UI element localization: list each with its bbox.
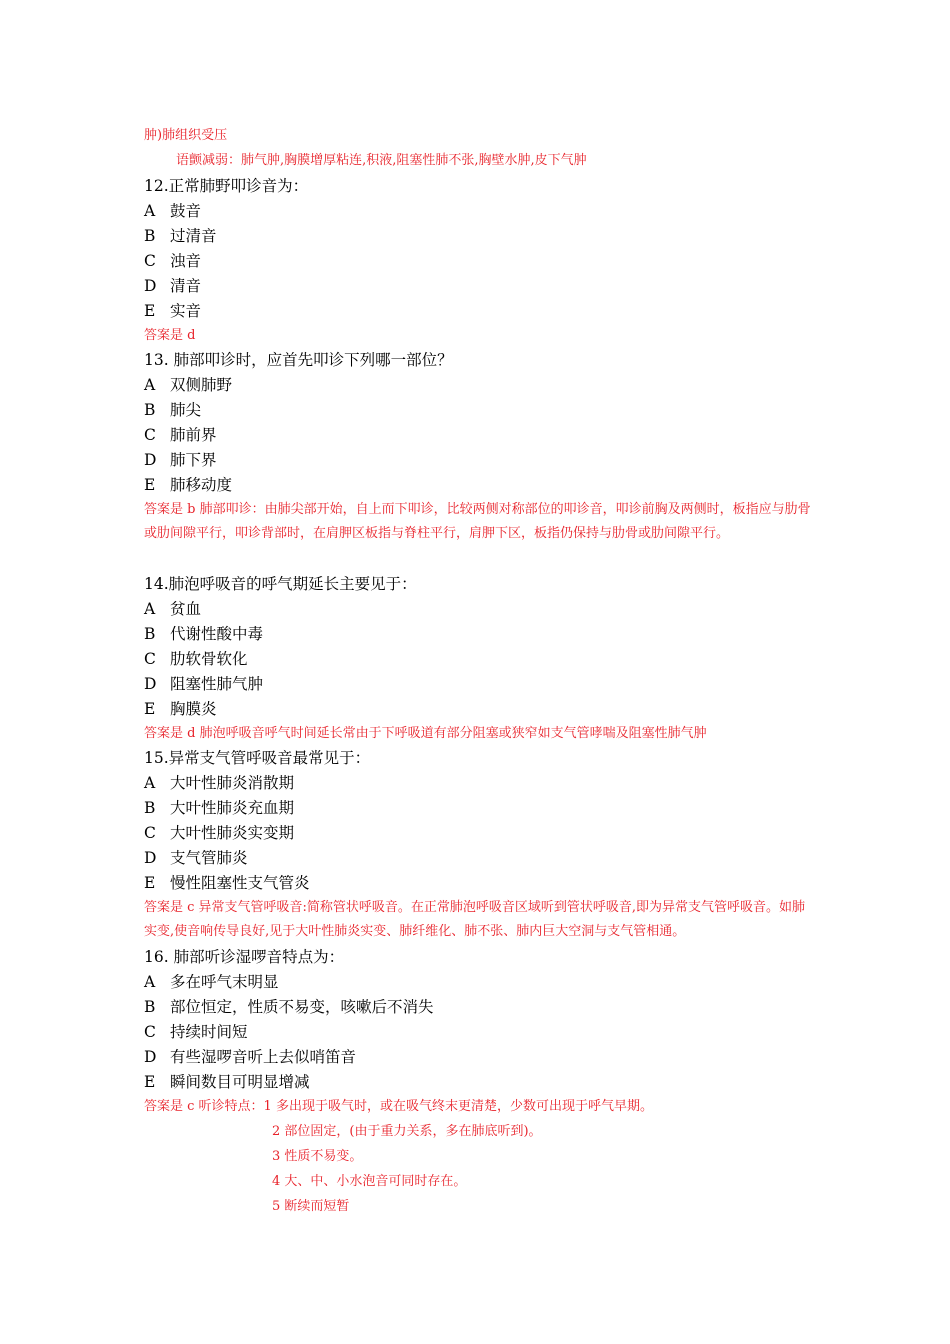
option-letter: C xyxy=(144,252,156,270)
option-text: 多在呼气末明显 xyxy=(170,973,279,991)
option-letter: C xyxy=(144,824,156,842)
answer-text: 答案是 c 听诊特点：1 多出现于吸气时，或在吸气终末更清楚，少数可出现于呼气早期。 xyxy=(144,1099,653,1114)
option-text: 肺前界 xyxy=(170,426,217,444)
option-text: 大叶性肺炎充血期 xyxy=(170,799,295,817)
option-letter: E xyxy=(144,1073,156,1091)
option-letter: A xyxy=(144,376,156,394)
option-text: 大叶性肺炎实变期 xyxy=(170,824,295,842)
option-text: 肋软骨软化 xyxy=(170,650,248,668)
option xyxy=(144,699,217,719)
option-letter: A xyxy=(144,202,156,220)
option-letter: E xyxy=(144,476,156,494)
option xyxy=(144,450,217,470)
option xyxy=(144,251,201,271)
option-text: 部位恒定，性质不易变，咳嗽后不消失 xyxy=(170,998,434,1016)
option-text: 胸膜炎 xyxy=(170,700,217,718)
answer-text: 答案是 b 肺部叩诊：由肺尖部开始，自上而下叩诊，比较两侧对称部位的叩诊音，叩诊前胸及两侧时，板指应与肋骨或肋间隙平行，叩诊背部时，在肩胛区板指与脊柱平行，肩胛下区，板指仍保持与肋骨或肋间隙平行。 xyxy=(144,502,811,541)
option-letter: D xyxy=(144,1048,157,1066)
option-letter: E xyxy=(144,302,156,320)
question-title: 15.异常支气管呼吸音最常见于： xyxy=(144,749,371,767)
text-line: 肿)肺组织受压 xyxy=(144,128,228,143)
option xyxy=(144,475,232,495)
text-line: 语颤减弱：肺气肿,胸膜增厚粘连,积液,阻塞性肺不张,胸壁水肿,皮下气肿 xyxy=(176,153,587,168)
option-letter: B xyxy=(144,401,156,419)
option-letter: E xyxy=(144,700,156,718)
option-text: 实音 xyxy=(170,302,202,320)
option xyxy=(144,1047,356,1067)
option xyxy=(144,400,201,420)
option-text: 肺下界 xyxy=(170,451,217,469)
option-text: 慢性阻塞性支气管炎 xyxy=(170,874,310,892)
option xyxy=(144,201,201,221)
option-text: 持续时间短 xyxy=(170,1023,248,1041)
answer-text: 答案是 d 肺泡呼吸音呼气时间延长常由于下呼吸道有部分阻塞或狭窄如支气管哮喘及阻塞性肺气肿 xyxy=(144,726,707,741)
option-letter: E xyxy=(144,874,156,892)
option-letter: C xyxy=(144,426,156,444)
question-title: 13. 肺部叩诊时，应首先叩诊下列哪一部位？ xyxy=(144,351,453,369)
option-text: 清音 xyxy=(170,277,202,295)
option-letter: B xyxy=(144,625,156,643)
option-text: 过清音 xyxy=(170,227,217,245)
option-text: 阻塞性肺气肿 xyxy=(170,675,264,693)
option xyxy=(144,425,217,445)
answer-item: 5 断续而短暂 xyxy=(272,1199,350,1214)
answer-text: 答案是 c 异常支气管呼吸音:简称管状呼吸音。在正常肺泡呼吸音区域听到管状呼吸音,即为异常支气管呼吸音。如肺实变,使音响传导良好,见于大叶性肺炎实变、肺纤维化、肺不张、肺内巨大空洞与支气管相通。 xyxy=(144,900,806,939)
option-text: 支气管肺炎 xyxy=(170,849,248,867)
option-letter: C xyxy=(144,650,156,668)
option-letter: D xyxy=(144,451,157,469)
option xyxy=(144,624,263,644)
option-letter: A xyxy=(144,600,156,618)
option xyxy=(144,649,248,669)
option xyxy=(144,848,248,868)
option-letter: A xyxy=(144,973,156,991)
option-text: 有些湿啰音听上去似哨笛音 xyxy=(170,1048,357,1066)
option-letter: C xyxy=(144,1023,156,1041)
option xyxy=(144,798,294,818)
option xyxy=(144,276,201,296)
answer-item: 2 部位固定，(由于重力关系，多在肺底听到)。 xyxy=(272,1124,542,1139)
answer-item: 3 性质不易变。 xyxy=(272,1149,363,1164)
option xyxy=(144,997,434,1017)
option xyxy=(144,1022,248,1042)
option-text: 代谢性酸中毒 xyxy=(170,625,264,643)
option-letter: B xyxy=(144,998,156,1016)
option xyxy=(144,972,279,992)
option-text: 贫血 xyxy=(170,600,202,618)
answer-text: 答案是 d xyxy=(144,328,196,343)
option-letter: D xyxy=(144,277,157,295)
question-title: 16. 肺部听诊湿啰音特点为： xyxy=(144,948,345,966)
option-letter: B xyxy=(144,799,156,817)
option xyxy=(144,1072,310,1092)
option xyxy=(144,301,201,321)
option xyxy=(144,375,232,395)
option-text: 鼓音 xyxy=(170,202,202,220)
option xyxy=(144,873,310,893)
option-text: 肺移动度 xyxy=(170,476,233,494)
option-text: 浊音 xyxy=(170,252,202,270)
option-letter: D xyxy=(144,849,157,867)
question-title: 14.肺泡呼吸音的呼气期延长主要见于： xyxy=(144,575,417,593)
answer-item: 4 大、中、小水泡音可同时存在。 xyxy=(272,1174,467,1189)
option-text: 瞬间数目可明显增减 xyxy=(170,1073,310,1091)
option-text: 双侧肺野 xyxy=(170,376,233,394)
option-text: 肺尖 xyxy=(170,401,202,419)
option-text: 大叶性肺炎消散期 xyxy=(170,774,295,792)
question-title: 12.正常肺野叩诊音为： xyxy=(144,177,309,195)
option-letter: D xyxy=(144,675,157,693)
option xyxy=(144,674,263,694)
option xyxy=(144,823,294,843)
option xyxy=(144,599,201,619)
option xyxy=(144,773,294,793)
option-letter: B xyxy=(144,227,156,245)
option-letter: A xyxy=(144,774,156,792)
option xyxy=(144,226,217,246)
